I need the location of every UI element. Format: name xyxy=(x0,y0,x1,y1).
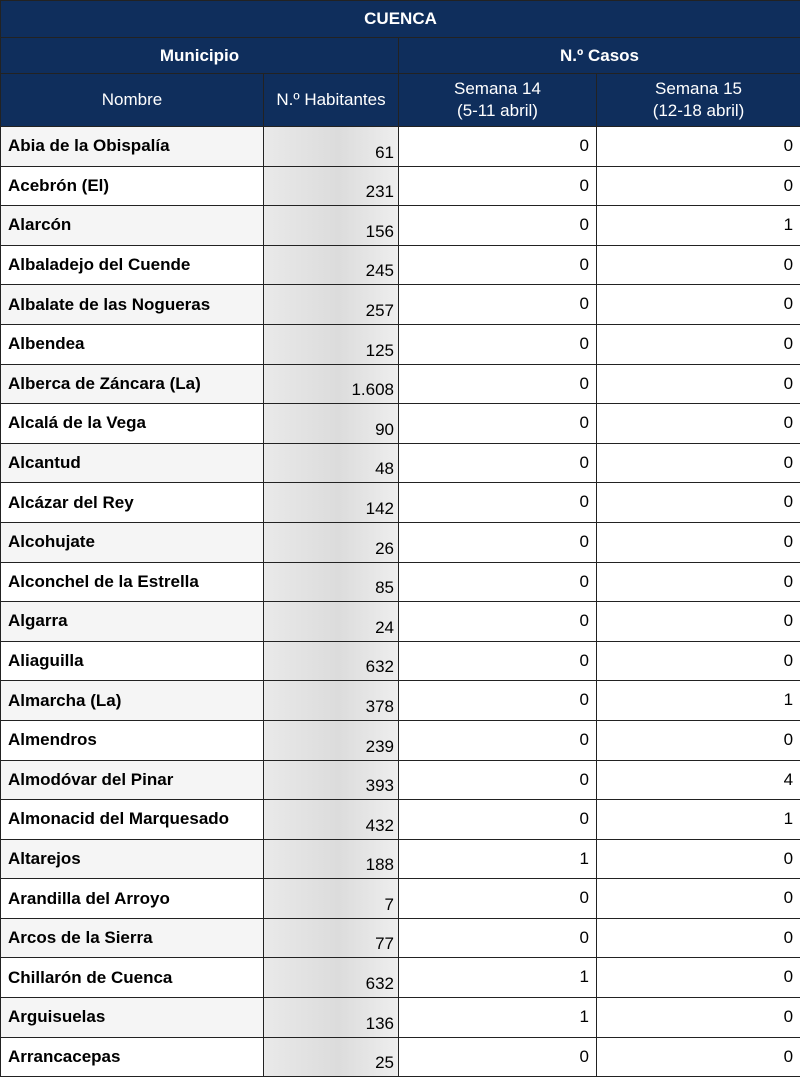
table-row xyxy=(1,562,800,602)
table-row xyxy=(1,800,800,840)
habitantes-cell: 7 xyxy=(264,879,399,919)
municipio-name: Albendea xyxy=(1,324,264,364)
semana15-cell: 0 xyxy=(597,404,800,444)
municipio-name: Arrancacepas xyxy=(1,1037,264,1077)
municipio-name: Altarejos xyxy=(1,839,264,879)
semana14-cell: 0 xyxy=(399,443,597,483)
municipio-name: Alcohujate xyxy=(1,522,264,562)
table-row xyxy=(1,404,800,444)
habitantes-cell: 48 xyxy=(264,443,399,483)
municipio-name: Arcos de la Sierra xyxy=(1,918,264,958)
semana14-cell: 0 xyxy=(399,245,597,285)
municipio-name: Almendros xyxy=(1,720,264,760)
municipio-name: Alcantud xyxy=(1,443,264,483)
header-municipio: Municipio xyxy=(1,38,399,74)
habitantes-cell: 632 xyxy=(264,641,399,681)
habitantes-cell: 24 xyxy=(264,602,399,642)
semana14-cell: 0 xyxy=(399,166,597,206)
habitantes-cell: 239 xyxy=(264,720,399,760)
semana15-cell: 0 xyxy=(597,166,800,206)
table-row xyxy=(1,602,800,642)
municipio-name: Almarcha (La) xyxy=(1,681,264,721)
semana14-cell: 0 xyxy=(399,364,597,404)
habitantes-cell: 188 xyxy=(264,839,399,879)
semana15-cell: 0 xyxy=(597,285,800,325)
semana15-cell: 0 xyxy=(597,443,800,483)
table-row xyxy=(1,127,800,167)
municipio-name: Alberca de Záncara (La) xyxy=(1,364,264,404)
semana14-cell: 0 xyxy=(399,522,597,562)
semana15-cell: 0 xyxy=(597,958,800,998)
header-casos: N.º Casos xyxy=(399,38,800,74)
table-row xyxy=(1,641,800,681)
table-row xyxy=(1,483,800,523)
semana15-cell: 0 xyxy=(597,879,800,919)
header-semana14-range: (5-11 abril) xyxy=(457,101,538,120)
semana15-cell: 0 xyxy=(597,562,800,602)
habitantes-cell: 245 xyxy=(264,245,399,285)
habitantes-cell: 136 xyxy=(264,998,399,1038)
header-semana14 xyxy=(399,74,597,127)
municipio-name: Acebrón (El) xyxy=(1,166,264,206)
header-habitantes: N.º Habitantes xyxy=(264,74,399,127)
habitantes-cell: 61 xyxy=(264,127,399,167)
semana15-cell: 1 xyxy=(597,206,800,246)
habitantes-cell: 25 xyxy=(264,1037,399,1077)
municipio-name: Alarcón xyxy=(1,206,264,246)
semana15-cell: 0 xyxy=(597,998,800,1038)
table-title: CUENCA xyxy=(1,1,800,38)
header-semana15-range: (12-18 abril) xyxy=(652,101,745,120)
semana14-cell: 0 xyxy=(399,800,597,840)
table-row xyxy=(1,839,800,879)
table-row xyxy=(1,879,800,919)
habitantes-cell: 85 xyxy=(264,562,399,602)
table-row xyxy=(1,206,800,246)
table-row xyxy=(1,443,800,483)
table-row xyxy=(1,958,800,998)
header-semana15-label: Semana 15 xyxy=(655,79,742,98)
table-row xyxy=(1,245,800,285)
table-row xyxy=(1,166,800,206)
semana14-cell: 0 xyxy=(399,720,597,760)
municipio-name: Arguisuelas xyxy=(1,998,264,1038)
semana15-cell: 0 xyxy=(597,245,800,285)
municipio-name: Albalate de las Nogueras xyxy=(1,285,264,325)
habitantes-cell: 257 xyxy=(264,285,399,325)
semana14-cell: 0 xyxy=(399,127,597,167)
table-row xyxy=(1,1037,800,1077)
habitantes-cell: 125 xyxy=(264,324,399,364)
table-row xyxy=(1,760,800,800)
municipio-name: Alcázar del Rey xyxy=(1,483,264,523)
municipio-name: Alcalá de la Vega xyxy=(1,404,264,444)
table-row xyxy=(1,522,800,562)
habitantes-cell: 393 xyxy=(264,760,399,800)
habitantes-cell: 156 xyxy=(264,206,399,246)
semana15-cell: 0 xyxy=(597,720,800,760)
habitantes-cell: 378 xyxy=(264,681,399,721)
semana14-cell: 0 xyxy=(399,562,597,602)
semana15-cell: 0 xyxy=(597,641,800,681)
table-row xyxy=(1,720,800,760)
municipio-name: Alconchel de la Estrella xyxy=(1,562,264,602)
header-nombre: Nombre xyxy=(1,74,264,127)
semana15-cell: 0 xyxy=(597,1037,800,1077)
semana15-cell: 0 xyxy=(597,127,800,167)
semana14-cell: 0 xyxy=(399,760,597,800)
semana15-cell: 0 xyxy=(597,364,800,404)
municipio-name: Albaladejo del Cuende xyxy=(1,245,264,285)
habitantes-cell: 26 xyxy=(264,522,399,562)
habitantes-cell: 90 xyxy=(264,404,399,444)
habitantes-cell: 142 xyxy=(264,483,399,523)
table-row xyxy=(1,998,800,1038)
semana14-cell: 0 xyxy=(399,324,597,364)
municipio-name: Almodóvar del Pinar xyxy=(1,760,264,800)
semana14-cell: 0 xyxy=(399,1037,597,1077)
semana14-cell: 1 xyxy=(399,839,597,879)
habitantes-cell: 77 xyxy=(264,918,399,958)
municipio-name: Aliaguilla xyxy=(1,641,264,681)
semana15-cell: 1 xyxy=(597,800,800,840)
semana14-cell: 1 xyxy=(399,998,597,1038)
municipio-name: Chillarón de Cuenca xyxy=(1,958,264,998)
header-semana15 xyxy=(597,74,800,127)
municipio-name: Almonacid del Marquesado xyxy=(1,800,264,840)
semana15-cell: 0 xyxy=(597,602,800,642)
semana14-cell: 0 xyxy=(399,879,597,919)
semana14-cell: 0 xyxy=(399,206,597,246)
table-row xyxy=(1,324,800,364)
semana15-cell: 0 xyxy=(597,839,800,879)
habitantes-cell: 1.608 xyxy=(264,364,399,404)
semana15-cell: 0 xyxy=(597,522,800,562)
semana15-cell: 0 xyxy=(597,324,800,364)
semana15-cell: 4 xyxy=(597,760,800,800)
semana14-cell: 0 xyxy=(399,918,597,958)
semana14-cell: 0 xyxy=(399,641,597,681)
table-row xyxy=(1,681,800,721)
semana14-cell: 0 xyxy=(399,285,597,325)
habitantes-cell: 632 xyxy=(264,958,399,998)
municipio-name: Abia de la Obispalía xyxy=(1,127,264,167)
semana14-cell: 1 xyxy=(399,958,597,998)
table-row xyxy=(1,364,800,404)
semana15-cell: 1 xyxy=(597,681,800,721)
municipio-name: Arandilla del Arroyo xyxy=(1,879,264,919)
semana14-cell: 0 xyxy=(399,602,597,642)
semana14-cell: 0 xyxy=(399,681,597,721)
semana15-cell: 0 xyxy=(597,483,800,523)
semana15-cell: 0 xyxy=(597,918,800,958)
municipio-name: Algarra xyxy=(1,602,264,642)
semana14-cell: 0 xyxy=(399,483,597,523)
header-semana14-label: Semana 14 xyxy=(454,79,541,98)
table-row xyxy=(1,918,800,958)
semana14-cell: 0 xyxy=(399,404,597,444)
table-row xyxy=(1,285,800,325)
habitantes-cell: 432 xyxy=(264,800,399,840)
habitantes-cell: 231 xyxy=(264,166,399,206)
table-body xyxy=(1,127,800,1077)
